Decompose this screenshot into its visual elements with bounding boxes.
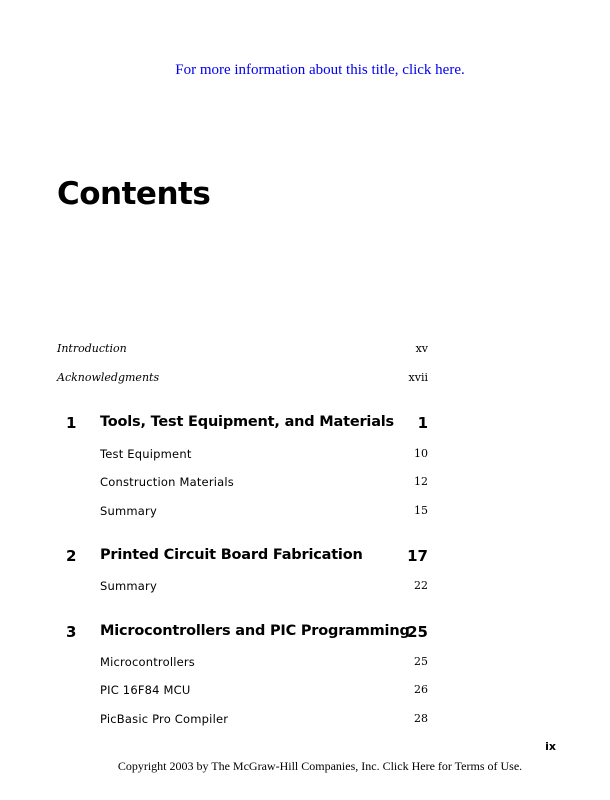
section-page: 28: [414, 712, 428, 725]
terms-of-use-link[interactable]: Click Here for Terms of Use.: [382, 759, 523, 773]
section-title: Summary: [100, 579, 157, 593]
section-title: Construction Materials: [100, 475, 234, 489]
toc-front-page: xvii: [408, 371, 428, 384]
section-page: 22: [414, 579, 428, 592]
section-title: PIC 16F84 MCU: [100, 683, 191, 697]
section-title: Test Equipment: [100, 447, 192, 461]
section-page: 26: [414, 683, 428, 696]
section-title: Microcontrollers: [100, 655, 196, 669]
section-page: 15: [414, 504, 428, 517]
chapter-number: 1: [66, 414, 77, 432]
more-info-link[interactable]: For more information about this title, click here.: [175, 62, 465, 78]
section-title: Summary: [100, 504, 157, 518]
chapter-number: 3: [66, 623, 77, 641]
section-page: 10: [414, 447, 428, 460]
toc-front-title: Introduction: [57, 342, 127, 355]
chapter-page: 25: [407, 623, 428, 641]
section-title: PicBasic Pro Compiler: [100, 712, 229, 726]
chapter-title: Printed Circuit Board Fabrication: [100, 547, 363, 563]
copyright-notice: [0, 759, 610, 774]
toc-front-page: xv: [415, 342, 428, 355]
page-title: Contents: [57, 176, 211, 212]
section-page: 25: [414, 655, 428, 668]
chapter-number: 2: [66, 547, 77, 565]
page-folio: ix: [545, 740, 556, 753]
chapter-page: 17: [407, 547, 428, 565]
chapter-page: 1: [417, 414, 428, 432]
chapter-title: Tools, Test Equipment, and Materials: [100, 414, 394, 430]
chapter-title: Microcontrollers and PIC Programming: [100, 623, 410, 639]
section-page: 12: [414, 475, 428, 488]
copyright-text: Copyright 2003 by The McGraw-Hill Companies, Inc.: [117, 759, 383, 773]
toc-front-title: Acknowledgments: [57, 371, 160, 384]
